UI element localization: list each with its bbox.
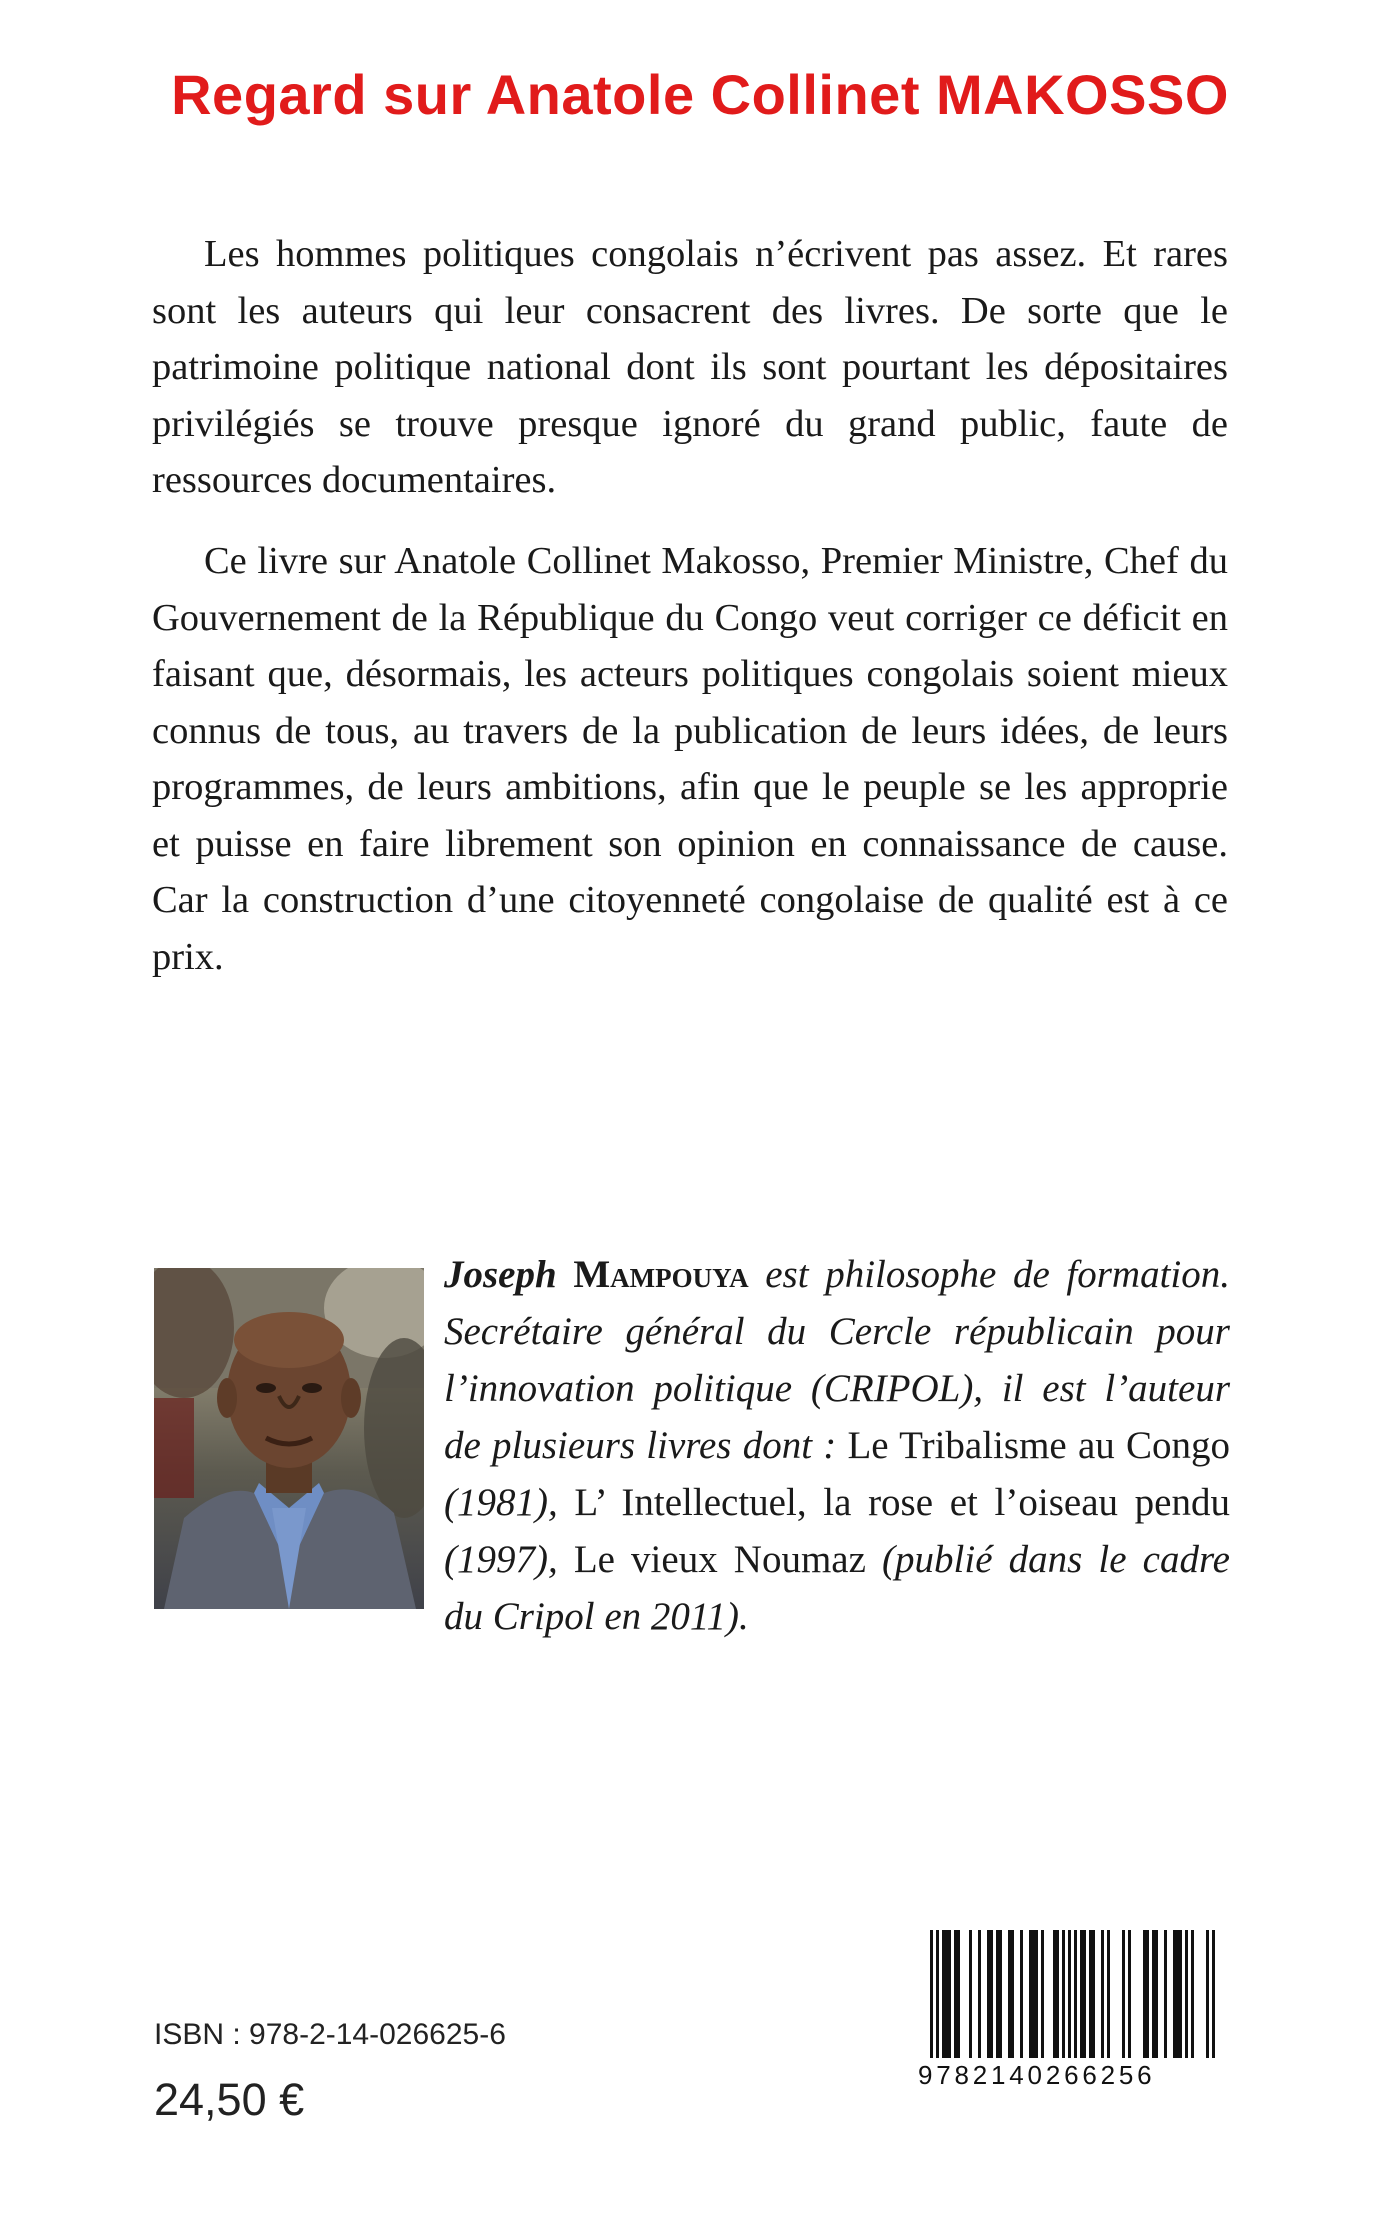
author-first-name: Joseph [444, 1253, 557, 1296]
barcode-bar [1212, 1930, 1215, 2058]
barcode-bar [1128, 1930, 1131, 2058]
barcode-digits: 9782140266256 [918, 2060, 1156, 2090]
barcode-bar [1152, 1930, 1155, 2058]
barcode-bar [1068, 1930, 1071, 2058]
author-last-name: Mampouya [573, 1253, 749, 1296]
barcode-bar [930, 1930, 933, 2058]
barcode-bar [1053, 1930, 1056, 2058]
barcode-bar [1101, 1930, 1104, 2058]
barcode-bar [1107, 1930, 1110, 2058]
summary-paragraph-2: Ce livre sur Anatole Collinet Makosso, Premier Ministre, Chef du Gouvernement de la République du Congo veut corriger ce déficit en faisant que, désormais, les acteurs politiques congolais soient mieux connus de tous, au travers de la publication de leurs idées, de leurs programmes, de leurs ambitions, afin que le peuple se les approprie et puisse en faire librement son opinion en connaissance de cause. Car la construction d’une citoyenneté congolaise de qualité est à ce prix. [152, 540, 1228, 978]
book-year-2: (1997), [444, 1538, 574, 1581]
barcode-bar [1011, 1930, 1014, 2058]
barcode-bar [954, 1930, 957, 2058]
summary-paragraph-1: Les hommes politiques congolais n’écrivent pas assez. Et rares sont les auteurs qui leur consacrent des livres. De sorte que le patrimoine politique national dont ils sont pourtant les dépositaires privilégiés se trouve presque ignoré du grand public, faute de ressources documentaires. [152, 233, 1228, 501]
price-label: 24,50 € [154, 2074, 305, 2125]
barcode-bar [1008, 1930, 1011, 2058]
barcode-bar [1089, 1930, 1092, 2058]
barcode-bar [1155, 1930, 1158, 2058]
book-title-1: Le Tribalisme au Congo [847, 1424, 1230, 1467]
barcode-bar [1143, 1930, 1146, 2058]
barcode-bar [1080, 1930, 1083, 2058]
barcode-bar [1164, 1930, 1167, 2058]
barcode-bar [1074, 1930, 1077, 2058]
barcode-bar [945, 1930, 948, 2058]
barcode-bar [987, 1930, 990, 2058]
barcode-bar [1083, 1930, 1086, 2058]
author-photo [154, 1268, 424, 1609]
barcode-bar [1041, 1930, 1044, 2058]
barcode-bar [1191, 1930, 1194, 2058]
book-note-3: (publié dans le cadre du Cripol en 2011). [444, 1538, 1230, 1638]
barcode-bar [1035, 1930, 1038, 2058]
barcode-bar [1056, 1930, 1059, 2058]
barcode-bar [957, 1930, 960, 2058]
barcode-bar [1176, 1930, 1179, 2058]
barcode-bar [999, 1930, 1002, 2058]
barcode-bar [1122, 1930, 1125, 2058]
barcode-bar [978, 1930, 981, 2058]
barcode-bar [1179, 1930, 1182, 2058]
barcode-bar [996, 1930, 999, 2058]
barcode-bar [1029, 1930, 1032, 2058]
book-title-3: Le vieux Noumaz [573, 1538, 866, 1581]
book-year-1: (1981), [444, 1481, 575, 1524]
barcode-bar [1173, 1930, 1176, 2058]
barcode-bar [969, 1930, 972, 2058]
barcode [894, 1906, 1264, 2112]
bio-intro: est philosophe de formation. Secrétaire général du Cercle républicain pour l’innovation politique (CRIPOL), il est l’auteur de plusieurs livres dont : [444, 1253, 1231, 1467]
book-title: Regard sur Anatole Collinet MAKOSSO [171, 63, 1229, 126]
barcode-bar [1062, 1930, 1065, 2058]
barcode-bars [930, 1930, 1230, 2070]
author-bio [444, 1246, 1230, 1645]
barcode-bar [948, 1930, 951, 2058]
barcode-bar [1185, 1930, 1188, 2058]
isbn-label: ISBN : 978-2-14-026625-6 [154, 2018, 506, 2051]
barcode-bar [1032, 1930, 1035, 2058]
barcode-bar [942, 1930, 945, 2058]
barcode-bar [936, 1930, 939, 2058]
barcode-bar [1092, 1930, 1095, 2058]
barcode-bar [1146, 1930, 1149, 2058]
barcode-bar [1206, 1930, 1209, 2058]
barcode-bar [1020, 1930, 1023, 2058]
book-title-2: L’ Intellectuel, la rose et l’oiseau pendu [574, 1481, 1230, 1524]
barcode-bar [990, 1930, 993, 2058]
